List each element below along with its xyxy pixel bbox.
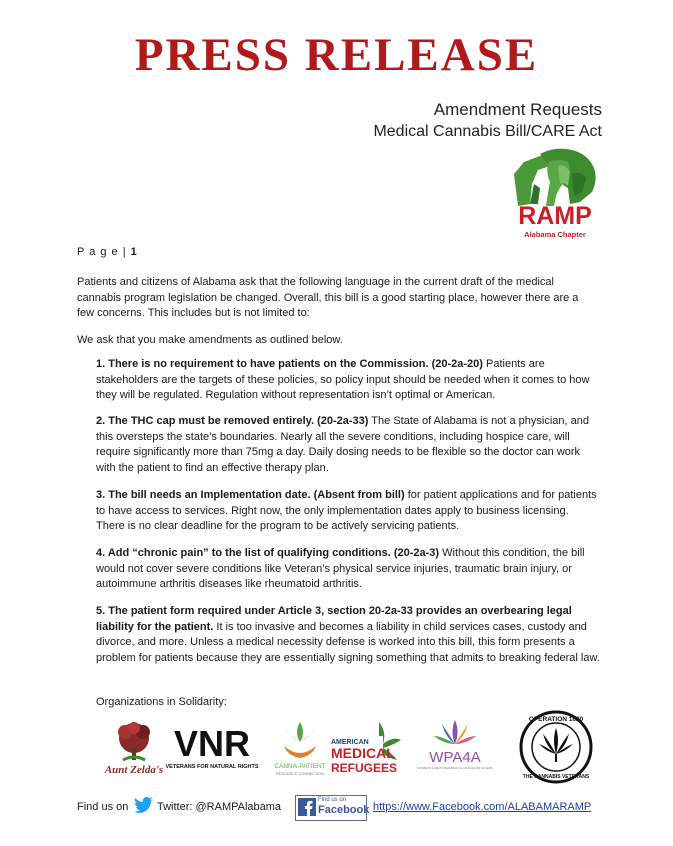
medical-refugees-mid: MEDICAL	[331, 745, 395, 761]
footer	[77, 795, 617, 821]
page-label: P a g e |	[77, 246, 127, 258]
medical-refugees-top: AMERICAN	[331, 739, 369, 746]
twitter-bird-icon	[134, 797, 154, 813]
page-number	[77, 246, 138, 258]
canna-patient-subtext: RESOURCE CONNECTION	[275, 772, 325, 776]
list-item	[96, 488, 600, 535]
orgs-label: Organizations in Solidarity:	[96, 696, 227, 708]
subtitle-amendment: Amendment Requests	[433, 100, 602, 119]
medical-refugees-bottom: REFUGEES	[331, 761, 398, 775]
canna-patient-text: CANNA-PATIENT	[274, 763, 326, 770]
list-item	[96, 546, 600, 593]
wpa4a-text: WPA4A	[429, 749, 481, 766]
aunt-zeldas-logo	[103, 720, 165, 776]
item-body: Without this condition, the bill would not cover severe conditions like Veteran’s physical service injuries, traumatic brain injury, or autoimmune arthritis diseases like rheumatoid arthritis.	[96, 547, 585, 590]
list-item	[96, 414, 600, 476]
canna-patient-logo	[270, 716, 330, 778]
ramp-logo-text: RAMP	[518, 202, 592, 230]
intro-paragraph: Patients and citizens of Alabama ask that the following language in the current draft of the medical cannabis program legislation be changed. Overall, this bill is a good starting place, however there are a few concerns. This includes but is not limited to:	[77, 276, 579, 319]
operation-1620-logo	[519, 710, 593, 784]
list-item	[96, 604, 600, 666]
op1620-bottom-text: THE CANNABIS VETERANS	[522, 774, 590, 780]
facebook-badge-bottom: Facebook	[318, 804, 370, 816]
ramp-logo	[510, 144, 600, 242]
aunt-zeldas-text: Aunt Zelda's	[104, 764, 164, 776]
list-item	[96, 357, 600, 404]
facebook-badge[interactable]	[295, 795, 370, 821]
facebook-link[interactable]: https://www.Facebook.com/ALABAMARAMP	[373, 801, 592, 813]
wpa4a-subtext: WOMEN'S & MEN'S PHARMACY ALLIANCE FOR ACCESS	[417, 766, 493, 770]
item-heading: 2. The THC cap must be removed entirely. (20-2a-33)	[96, 415, 369, 427]
op1620-top-text: OPERATION 1620	[528, 716, 584, 723]
item-body: The State of Alabama is not a physician, and this oversteps the state’s boundaries. Nearly all the severe conditions, including hospice care, will require significantly more than 75mg a day. Daily dosing needs to be flexible so the doctor can work with the patient to find an effective therapy plan.	[96, 415, 590, 474]
subtitle-bill: Medical Cannabis Bill/CARE Act	[373, 123, 602, 140]
ramp-logo-subtext: Alabama Chapter	[524, 230, 586, 239]
item-heading: 5. The patient form required under Article 3, section 20-2a-33 provides an overbearing legal liability for the patient.	[96, 605, 572, 633]
item-heading: 1. There is no requirement to have patients on the Commission. (20-2a-20)	[96, 358, 483, 370]
wpa4a-logo	[417, 716, 493, 778]
item-body: It is too invasive and becomes a liability in child services cases, custody and divorce, and more. Unless a medical necessity defense is worked into this bill, this form presents a problem for patients because they are essentially signing something that admits to breaking federal law.	[96, 620, 600, 664]
item-heading: 3. The bill needs an Implementation date. (Absent from bill)	[96, 489, 405, 501]
item-body: for patient applications and for patients to have access to services. Right now, the only implementation dates apply to business licensing. There is no clear deadline for the program to be actively servicing patients.	[96, 489, 597, 532]
twitter-handle[interactable]: Twitter: @RAMPAlabama	[157, 801, 282, 813]
find-us-label: Find us on	[77, 801, 129, 813]
item-heading: 4. Add “chronic pain” to the list of qualifying conditions. (20-2a-3)	[96, 547, 440, 559]
facebook-badge-top: Find us on	[318, 797, 347, 803]
page-value: 1	[130, 246, 138, 258]
vnr-subtext: VETERANS FOR NATURAL RIGHTS	[165, 764, 259, 770]
ask-paragraph: We ask that you make amendments as outlined below.	[77, 334, 343, 346]
vnr-text: VNR	[173, 723, 251, 764]
medical-refugees-logo	[327, 720, 405, 778]
facebook-icon	[298, 798, 316, 816]
vnr-logo	[165, 720, 260, 776]
org-logos	[0, 712, 673, 782]
item-body: Patients are stakeholders are the targets of these policies, so policy input should be needed when it comes to how they will be regulated. Regulation without representation isn’t optimal or American.	[96, 358, 590, 401]
page-title: PRESS RELEASE	[134, 29, 539, 81]
